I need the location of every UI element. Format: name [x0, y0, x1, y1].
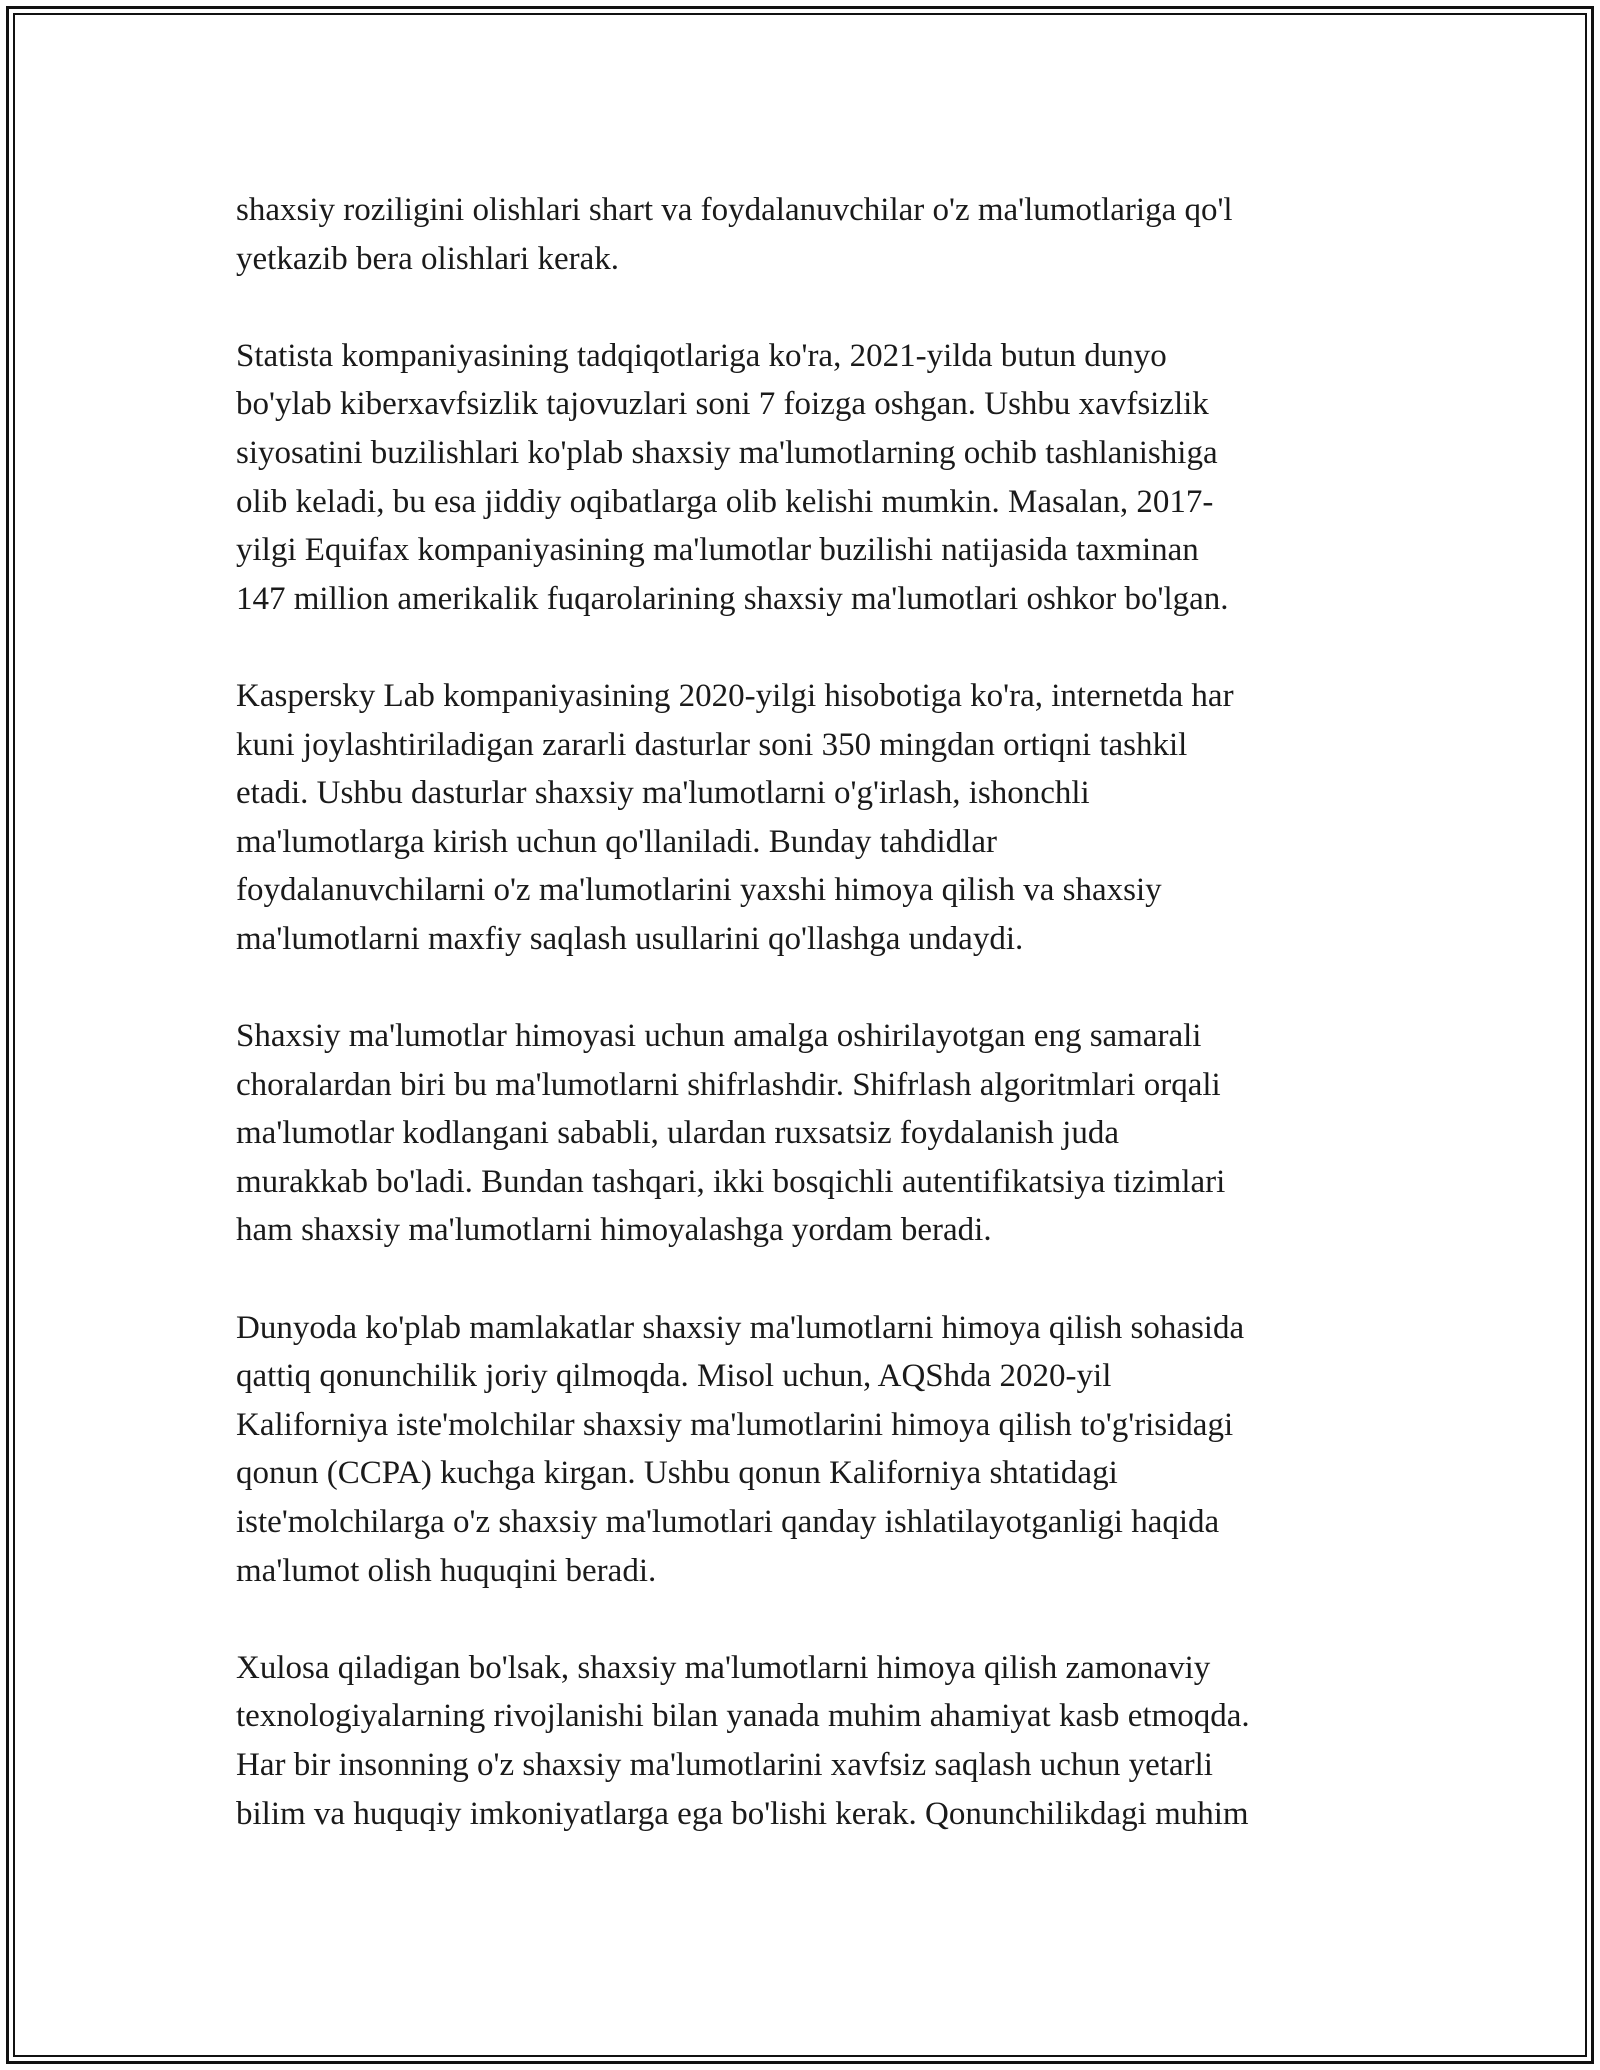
paragraph-gap: [236, 623, 1386, 672]
text-line: Statista kompaniyasining tadqiqotlariga ko'ra, 2021-yilda butun dunyo: [236, 337, 1167, 374]
text-line: qattiq qonunchilik joriy qilmoqda. Misol uchun, AQShda 2020-yil: [236, 1358, 1112, 1395]
paragraph-gap: [236, 1595, 1386, 1644]
text-line: iste'molchilarga o'z shaxsiy ma'lumotlari qanday ishlatilayotganligi haqida: [236, 1504, 1220, 1541]
text-line: Kaliforniya iste'molchilar shaxsiy ma'lumotlarini himoya qilish to'g'risidagi: [236, 1406, 1234, 1443]
text-line: Kaspersky Lab kompaniyasining 2020-yilgi hisobotiga ko'ra, internetda har: [236, 677, 1234, 714]
text-line: olib keladi, bu esa jiddiy oqibatlarga olib kelishi mumkin. Masalan, 2017-: [236, 483, 1214, 520]
text-line: ma'lumotlarga kirish uchun qo'llaniladi. Bunday tahdidlar: [236, 823, 997, 860]
paragraph-5: [236, 1304, 1386, 1596]
text-line: yilgi Equifax kompaniyasining ma'lumotlar buzilishi natijasida taxminan: [236, 532, 1199, 569]
text-line: etadi. Ushbu dasturlar shaxsiy ma'lumotlarni o'g'irlash, ishonchli: [236, 775, 1090, 812]
text-line: Xulosa qiladigan bo'lsak, shaxsiy ma'lumotlarni himoya qilish zamonaviy: [236, 1649, 1211, 1686]
text-line: yetkazib bera olishlari kerak.: [236, 240, 619, 277]
paragraph-gap: [236, 964, 1386, 1013]
paragraph-gap: [236, 1255, 1386, 1304]
text-line: ma'lumotlarni maxfiy saqlash usullarini qo'llashga undaydi.: [236, 920, 1024, 957]
text-line: shaxsiy roziligini olishlari shart va foydalanuvchilar o'z ma'lumotlariga qo'l: [236, 192, 1233, 228]
text-line: ma'lumotlar kodlangani sababli, ulardan ruxsatsiz foydalanish juda: [236, 1115, 1119, 1152]
paragraph-2: [236, 332, 1386, 624]
text-line: bilim va huquqiy imkoniyatlarga ega bo'lishi kerak. Qonunchilikdagi muhim: [236, 1795, 1249, 1832]
paragraph-gap: [236, 283, 1386, 332]
text-line: qonun (CCPA) kuchga kirgan. Ushbu qonun Kaliforniya shtatidagi: [236, 1455, 1118, 1492]
text-line: siyosatini buzilishlari ko'plab shaxsiy ma'lumotlarning ochib tashlanishiga: [236, 434, 1218, 471]
text-line: texnologiyalarning rivojlanishi bilan yanada muhim ahamiyat kasb etmoqda.: [236, 1698, 1250, 1735]
text-line: 147 million amerikalik fuqarolarining shaxsiy ma'lumotlari oshkor bo'lgan.: [236, 580, 1229, 617]
document-body: [236, 186, 1386, 1838]
paragraph-3: [236, 672, 1386, 964]
paragraph-4: [236, 1012, 1386, 1255]
text-line: ma'lumot olish huquqini beradi.: [236, 1552, 657, 1589]
text-line: bo'ylab kiberxavfsizlik tajovuzlari soni 7 foizga oshgan. Ushbu xavfsizlik: [236, 386, 1209, 423]
text-line: kuni joylashtiriladigan zararli dasturlar soni 350 mingdan ortiqni tashkil: [236, 726, 1188, 763]
text-line: Har bir insonning o'z shaxsiy ma'lumotlarini xavfsiz saqlash uchun yetarli: [236, 1747, 1213, 1783]
paragraph-1: [236, 186, 1386, 283]
text-line: murakkab bo'ladi. Bundan tashqari, ikki bosqichli autentifikatsiya tizimlari: [236, 1163, 1226, 1200]
text-line: Shaxsiy ma'lumotlar himoyasi uchun amalga oshirilayotgan eng samarali: [236, 1018, 1202, 1055]
paragraph-6: [236, 1644, 1386, 1838]
text-line: ham shaxsiy ma'lumotlarni himoyalashga yordam beradi.: [236, 1212, 992, 1249]
text-line: choralardan biri bu ma'lumotlarni shifrlashdir. Shifrlash algoritmlari orqali: [236, 1066, 1221, 1103]
text-line: foydalanuvchilarni o'z ma'lumotlarini yaxshi himoya qilish va shaxsiy: [236, 872, 1162, 909]
text-line: Dunyoda ko'plab mamlakatlar shaxsiy ma'lumotlarni himoya qilish sohasida: [236, 1309, 1245, 1346]
